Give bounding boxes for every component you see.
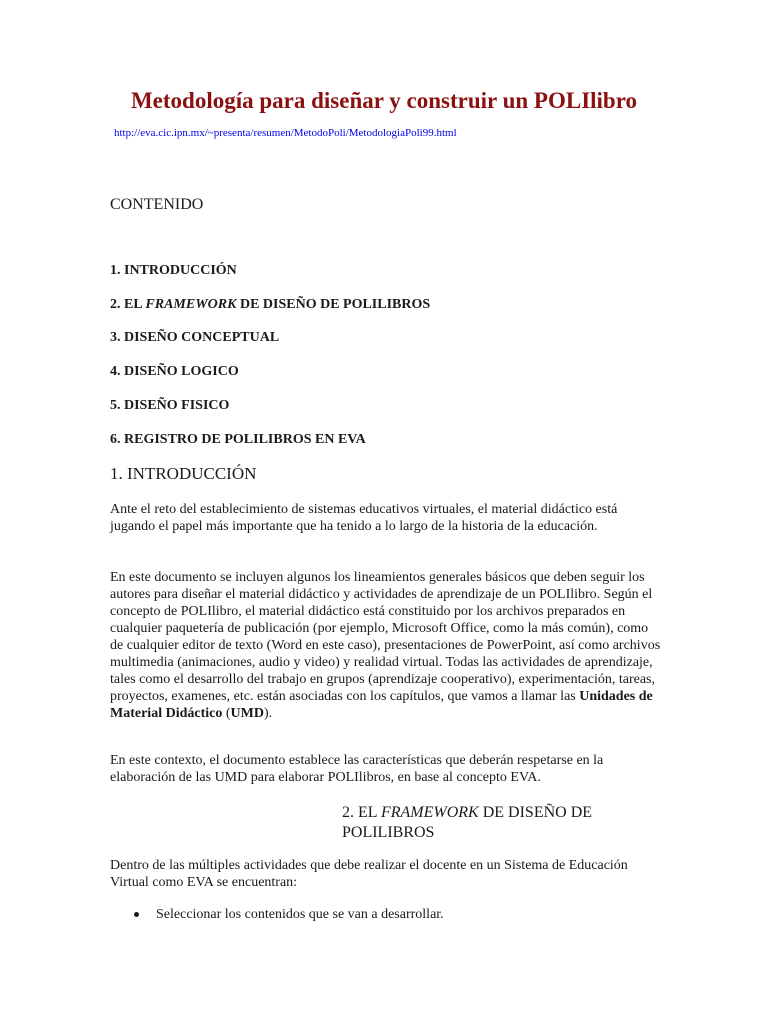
paragraph-text: ). <box>263 706 273 721</box>
toc-item-label: 4. DISEÑO LOGICO <box>110 364 239 379</box>
list-item <box>110 906 444 923</box>
toc-item-framework <box>110 296 430 314</box>
toc-item-diseno-conceptual <box>110 329 279 347</box>
umd-term: Unidades de Material Didáctico <box>110 689 653 721</box>
toc-item-label: 2. EL <box>110 297 146 312</box>
paragraph-intro-2 <box>110 569 662 722</box>
paragraph-framework-1: Dentro de las múltiples actividades que debe realizar el docente en un Sistema de Educación Virtual como EVA se encuentran: <box>110 858 628 890</box>
document-title: Metodología para diseñar y construir un POLIlibro <box>130 88 638 113</box>
section-heading-introduccion: 1. INTRODUCCIÓN <box>110 464 257 483</box>
contents-heading: CONTENIDO <box>110 196 204 213</box>
toc-item-introduccion <box>110 262 237 280</box>
umd-abbreviation: UMD <box>230 706 264 721</box>
heading-text: 2. EL <box>342 804 381 821</box>
bullet-list <box>110 906 444 923</box>
toc-item-registro <box>110 431 366 449</box>
toc-item-diseno-logico <box>110 363 239 381</box>
section-heading-framework <box>342 803 652 843</box>
toc-item-label: 5. DISEÑO FISICO <box>110 398 230 413</box>
bullet-icon <box>134 912 139 917</box>
toc-item-label: 3. DISEÑO CONCEPTUAL <box>110 330 280 345</box>
heading-text-suffix: DE DISEÑO DE POLILIBROS <box>342 804 593 841</box>
toc-item-label: 1. INTRODUCCIÓN <box>110 263 237 278</box>
paragraph-intro-1: Ante el reto del establecimiento de sistemas educativos virtuales, el material didáctico está jugando el papel más importante que ha tenido a lo largo de la historia de la educación. <box>110 502 618 534</box>
toc-item-italic: FRAMEWORK <box>145 297 237 312</box>
paragraph-text: ( <box>222 706 231 721</box>
paragraph-text: En este documento se incluyen algunos los lineamientos generales básicos que deben seguir los autores para diseñar el material didáctico y actividades de aprendizaje de un POLIlibro. Según el concepto de POLIlibro, el material didáctico está constituido por los archivos preparados en cualquier paquetería de publicación (por ejemplo, Microsoft Office, como la más común), como de cualquier editor de texto (Word en este caso), presentaciones de PowerPoint, así como archivos multimedia (animaciones, audio y video) y realidad virtual. Todas las actividades de aprendizaje, tales como el desarrollo del trabajo en grupos (aprendizaje cooperativo), experimentación, tareas, proyectos, examenes, etc. están asociadas con los capítulos, que vamos a llamar las <box>110 570 661 704</box>
source-url-link[interactable]: http://eva.cic.ipn.mx/~presenta/resumen/MetodoPoli/MetodologiaPoli99.html <box>114 127 457 139</box>
heading-italic: FRAMEWORK <box>380 804 479 821</box>
toc-item-label: 6. REGISTRO DE POLILIBROS EN EVA <box>110 432 366 447</box>
paragraph-intro-3: En este contexto, el documento establece las características que deberán respetarse en la elaboración de las UMD para elaborar POLIlibros, en base al concepto EVA. <box>110 753 604 785</box>
toc-item-diseno-fisico <box>110 397 229 415</box>
toc-item-label-suffix: DE DISEÑO DE POLILIBROS <box>236 297 431 312</box>
list-item-text: Seleccionar los contenidos que se van a desarrollar. <box>156 907 444 922</box>
